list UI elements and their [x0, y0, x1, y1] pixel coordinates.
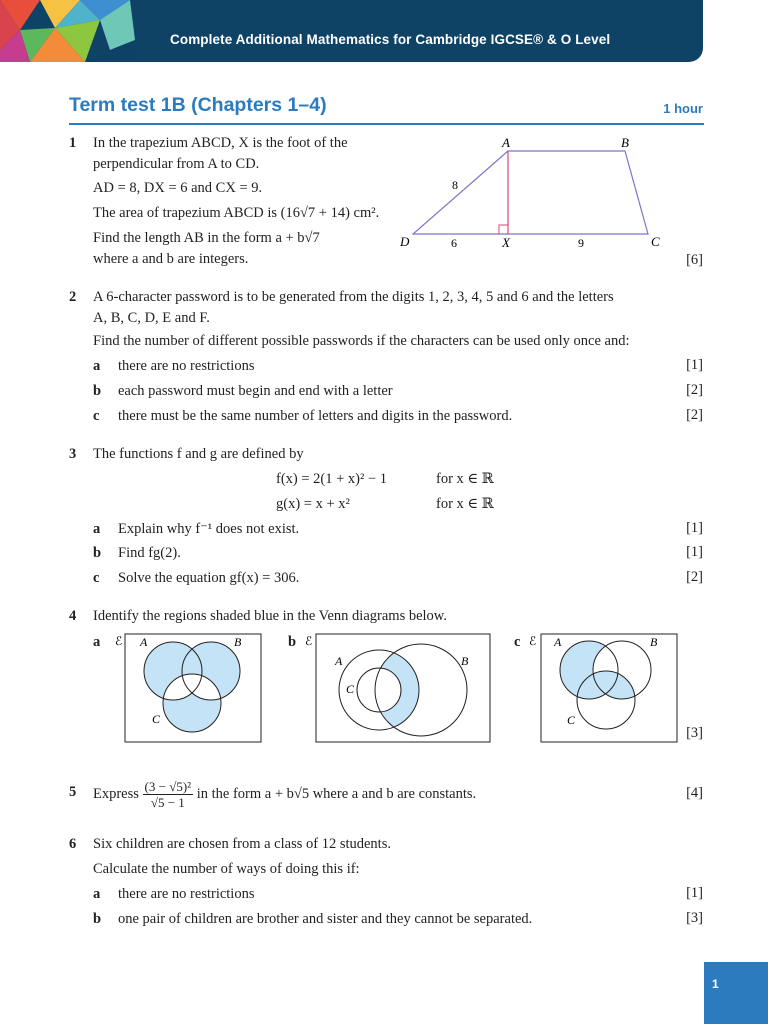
q3-f-definition: f(x) = 2(1 + x)² − 1	[276, 471, 388, 487]
q1-line-2: perpendicular from A to CD.	[93, 156, 260, 172]
q1-line-6: where a and b are integers.	[93, 251, 249, 267]
q5-suffix: in the form a + b√5 where a and b are constants.	[196, 785, 477, 802]
q3-part-label: a	[93, 521, 101, 537]
q2-part-label: a	[93, 358, 101, 374]
q5-expression	[93, 773, 476, 815]
q2-part-text: there are no restrictions	[118, 358, 255, 374]
page-title: Term test 1B (Chapters 1–4)	[69, 94, 327, 116]
length-label-cx: 9	[578, 236, 584, 250]
vertex-label-b: B	[621, 135, 629, 150]
q2-line-1: A 6-character password is to be generated from the digits 1, 2, 3, 4, 5 and 6 and the letters	[93, 289, 614, 305]
q5-prefix: Express	[93, 785, 139, 802]
q6-part-label: a	[93, 886, 101, 902]
q3-part-text: Solve the equation gf(x) = 306.	[118, 570, 300, 586]
q3-number: 3	[69, 446, 77, 462]
set-label-c: C	[567, 713, 576, 727]
q1-line-1: In the trapezium ABCD, X is the foot of the	[93, 135, 348, 151]
page-header	[0, 0, 703, 62]
vertex-label-a: A	[502, 135, 510, 150]
q2-line-2: A, B, C, D, E and F.	[93, 310, 210, 326]
set-label-b: B	[650, 635, 658, 649]
q3-f-domain: for x ∈ ℝ	[436, 471, 494, 487]
set-label-b: B	[461, 654, 469, 668]
universal-symbol: ℰ	[115, 634, 123, 648]
set-label-a: A	[335, 654, 343, 668]
trapezium-diagram	[395, 130, 675, 255]
q1-number: 1	[69, 135, 77, 151]
q4-number: 4	[69, 608, 77, 624]
q1-line-5: Find the length AB in the form a + b√7	[93, 230, 320, 246]
venn-b-label: b	[288, 634, 297, 650]
q6-line-2: Calculate the number of ways of doing this if:	[93, 861, 360, 877]
length-label-ad: 8	[452, 178, 458, 192]
q2-part-label: c	[93, 408, 100, 424]
page-number-tab	[704, 962, 768, 1024]
book-title: Complete Additional Mathematics for Cambridge IGCSE® & O Level	[170, 32, 611, 47]
trapezium-shape	[413, 151, 648, 234]
vertex-label-x: X	[502, 235, 510, 250]
q3-part-text: Find fg(2).	[118, 545, 181, 561]
q3-part-marks: [2]	[686, 569, 703, 585]
q6-part-text: there are no restrictions	[118, 886, 255, 902]
cover-art-image	[0, 0, 135, 62]
venn-diagram-a	[112, 630, 264, 746]
q6-part-text: one pair of children are brother and sister and they cannot be separated.	[118, 911, 533, 927]
venn-c-label: c	[514, 634, 521, 650]
q6-number: 6	[69, 836, 77, 852]
q5-numerator: (3 − √5)²	[144, 778, 192, 794]
venn-diagram-c	[526, 630, 682, 746]
right-angle-marker	[499, 225, 508, 234]
q3-part-label: b	[93, 545, 102, 561]
vertex-label-c: C	[651, 234, 660, 249]
q3-part-label: c	[93, 570, 100, 586]
venn-a-label: a	[93, 634, 101, 650]
q2-line-3: Find the number of different possible passwords if the characters can be used only once and:	[93, 333, 630, 349]
universal-symbol: ℰ	[305, 634, 313, 648]
q3-part-marks: [1]	[686, 520, 703, 536]
page-number: 1	[712, 977, 719, 991]
test-duration: 1 hour	[663, 101, 703, 116]
q4-intro: Identify the regions shaded blue in the Venn diagrams below.	[93, 608, 447, 624]
q1-line-4: The area of trapezium ABCD is (16√7 + 14) cm².	[93, 205, 380, 221]
q5-number: 5	[69, 784, 77, 800]
q3-intro: The functions f and g are defined by	[93, 446, 304, 462]
q2-part-marks: [2]	[686, 382, 703, 398]
q2-part-marks: [1]	[686, 357, 703, 373]
q2-part-label: b	[93, 383, 102, 399]
q4-marks: [3]	[686, 725, 703, 741]
q3-part-marks: [1]	[686, 544, 703, 560]
q1-line-3: AD = 8, DX = 6 and CX = 9.	[93, 180, 263, 196]
vertex-label-d: D	[400, 234, 410, 249]
set-label-c: C	[152, 712, 161, 726]
q6-line-1: Six children are chosen from a class of 12 students.	[93, 836, 391, 852]
q2-part-text: there must be the same number of letters and digits in the password.	[118, 408, 513, 424]
q2-part-marks: [2]	[686, 407, 703, 423]
q5-denominator: √5 − 1	[150, 794, 185, 810]
length-label-dx: 6	[451, 236, 457, 250]
q3-g-domain: for x ∈ ℝ	[436, 496, 494, 512]
q6-part-label: b	[93, 911, 102, 927]
q6-part-marks: [1]	[686, 885, 703, 901]
set-label-b: B	[234, 635, 242, 649]
q2-number: 2	[69, 289, 77, 305]
venn-diagram-b	[302, 630, 494, 746]
universal-symbol: ℰ	[529, 634, 537, 648]
title-divider	[69, 123, 704, 125]
q5-marks: [4]	[686, 785, 703, 801]
set-label-a: A	[554, 635, 562, 649]
set-label-c: C	[346, 682, 355, 696]
q2-part-text: each password must begin and end with a letter	[118, 383, 393, 399]
q3-g-definition: g(x) = x + x²	[276, 496, 350, 512]
set-label-a: A	[140, 635, 148, 649]
q3-part-text: Explain why f⁻¹ does not exist.	[118, 521, 300, 537]
q1-marks: [6]	[686, 252, 703, 268]
q6-part-marks: [3]	[686, 910, 703, 926]
q5-fraction	[143, 780, 194, 809]
